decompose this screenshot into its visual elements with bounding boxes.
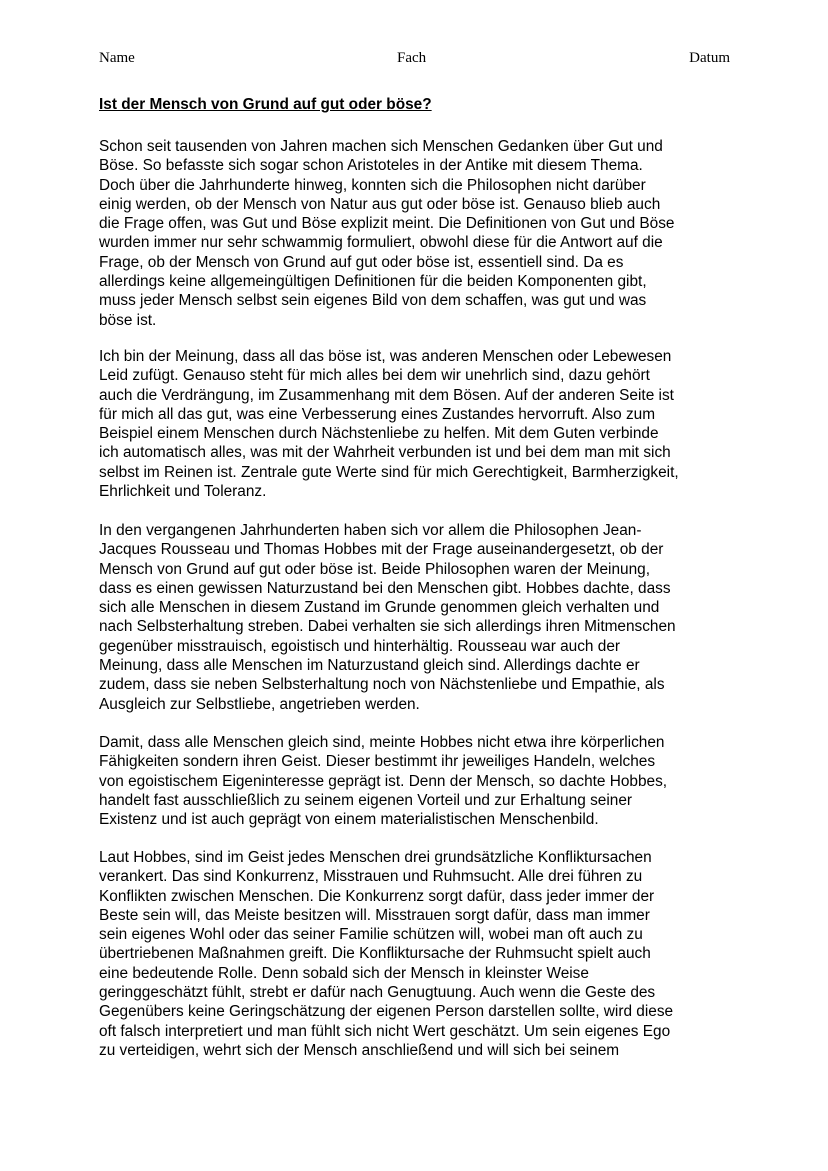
text-line: allerdings keine allgemeingültigen Definitionen für die beiden Komponenten gibt, — [99, 273, 647, 291]
text-line: Schon seit tausenden von Jahren machen sich Menschen Gedanken über Gut und — [99, 138, 663, 155]
text-line: Damit, dass alle Menschen gleich sind, meinte Hobbes nicht etwa ihre körperlichen — [99, 734, 665, 751]
text-line: Beispiel einem Menschen durch Nächstenliebe zu helfen. Mit dem Guten verbinde — [99, 425, 659, 443]
text-line: böse ist. — [99, 311, 157, 329]
text-line: Laut Hobbes, sind im Geist jedes Menschen drei grundsätzliche Konfliktursachen — [99, 849, 652, 866]
header-name-label: Name — [99, 50, 135, 66]
text-line: nach Selbsterhaltung streben. Dabei verhalten sie sich allerdings ihren Mitmenschen — [99, 618, 676, 636]
text-line: übertriebenen Maßnahmen greift. Die Konfliktursache der Ruhmsucht spielt auch — [99, 945, 651, 963]
text-line: gegenüber misstrauisch, egoistisch und hinterhältig. Rousseau war auch der — [99, 637, 621, 655]
header-subject-label: Fach — [397, 50, 427, 66]
header-date-label: Datum — [689, 50, 730, 66]
text-line: sein eigenes Wohl oder das seiner Familie schützen will, wobei man oft auch zu — [99, 926, 643, 944]
text-line: Ausgleich zur Selbstliebe, angetrieben werden. — [99, 695, 420, 713]
text-line: Böse. So befasste sich sogar schon Aristoteles in der Antike mit diesem Thema. — [99, 157, 643, 175]
paragraph-1 — [99, 137, 674, 330]
text-line: selbst im Reinen ist. Zentrale gute Werte sind für mich Gerechtigkeit, Barmherzigkeit, — [99, 463, 679, 481]
text-line: Frage, ob der Mensch von Grund auf gut oder böse ist, essentiell sind. Da es — [99, 253, 624, 271]
text-line: ich automatisch alles, was mit der Wahrheit verbunden ist und bei dem man mit sich — [99, 444, 671, 462]
text-line: zu verteidigen, wehrt sich der Mensch anschließend und will sich bei seinem — [99, 1041, 620, 1059]
text-line: wurden immer nur sehr schwammig formuliert, obwohl diese für die Antwort auf die — [99, 234, 663, 252]
paragraph-4 — [99, 733, 667, 829]
text-line: zudem, dass sie neben Selbsterhaltung noch von Nächstenliebe und Empathie, als — [99, 676, 665, 694]
document-title: Ist der Mensch von Grund auf gut oder böse? — [99, 96, 432, 113]
text-line: Mensch von Grund auf gut oder böse ist. Beide Philosophen waren der Meinung, — [99, 560, 650, 578]
text-line: In den vergangenen Jahrhunderten haben sich vor allem die Philosophen Jean- — [99, 522, 642, 539]
text-line: einig werden, ob der Mensch von Natur aus gut oder böse ist. Genauso blieb auch — [99, 195, 661, 213]
text-line: oft falsch interpretiert und man fühlt sich nicht Wert geschätzt. Um sein eigenes Ego — [99, 1022, 671, 1040]
text-line: auch die Verdrängung, im Zusammenhang mit dem Bösen. Auf der anderen Seite ist — [99, 386, 674, 404]
paragraph-2 — [99, 347, 679, 501]
text-line: Meinung, dass alle Menschen im Naturzustand gleich sind. Allerdings dachte er — [99, 657, 640, 675]
text-line: Doch über die Jahrhunderte hinweg, konnten sich die Philosophen nicht darüber — [99, 176, 646, 194]
text-line: für mich all das gut, was eine Verbesserung eines Zustandes hervorruft. Also zum — [99, 405, 656, 423]
text-line: handelt fast ausschließlich zu seinem eigenen Vorteil und zur Erhaltung seiner — [99, 791, 632, 809]
text-line: von egoistischem Eigeninteresse geprägt ist. Denn der Mensch, so dachte Hobbes, — [99, 772, 668, 790]
text-line: Ich bin der Meinung, dass all das böse ist, was anderen Menschen oder Lebewesen — [99, 348, 672, 365]
text-line: sich alle Menschen in diesem Zustand im Grunde genommen gleich verhalten und — [99, 599, 660, 617]
text-line: dass es einen gewissen Naturzustand bei den Menschen gibt. Hobbes dachte, dass — [99, 579, 671, 597]
text-line: Jacques Rousseau und Thomas Hobbes mit der Frage auseinandergesetzt, ob der — [99, 541, 664, 559]
text-line: Konflikten zwischen Menschen. Die Konkurrenz sorgt dafür, dass jeder immer der — [99, 887, 655, 905]
text-line: Existenz und ist auch geprägt von einem materialistischen Menschenbild. — [99, 811, 599, 829]
text-line: Ehrlichkeit und Toleranz. — [99, 483, 267, 501]
text-line: Leid zufügt. Genauso steht für mich alles bei dem wir unehrlich sind, dazu gehört — [99, 367, 650, 385]
text-line: verankert. Das sind Konkurrenz, Misstrauen und Ruhmsucht. Alle drei führen zu — [99, 868, 643, 886]
text-line: eine bedeutende Rolle. Denn sobald sich der Mensch in kleinster Weise — [99, 964, 589, 982]
text-line: Beste sein will, das Meiste besitzen will. Misstrauen sorgt dafür, dass man immer — [99, 906, 650, 924]
paragraph-3 — [99, 521, 676, 714]
text-line: muss jeder Mensch selbst sein eigenes Bild von dem schaffen, was gut und was — [99, 292, 647, 310]
text-line: geringgeschätzt fühlt, strebt er dafür nach Genugtuung. Auch wenn die Geste des — [99, 984, 656, 1002]
text-line: die Frage offen, was Gut und Böse explizit meint. Die Definitionen von Gut und Böse — [99, 215, 675, 233]
text-line: Fähigkeiten sondern ihren Geist. Dieser bestimmt ihr jeweiliges Handeln, welches — [99, 753, 656, 771]
text-line: Gegenübers keine Geringschätzung der eigenen Person darstellen sollte, wird diese — [99, 1003, 674, 1021]
paragraph-5 — [99, 848, 673, 1060]
